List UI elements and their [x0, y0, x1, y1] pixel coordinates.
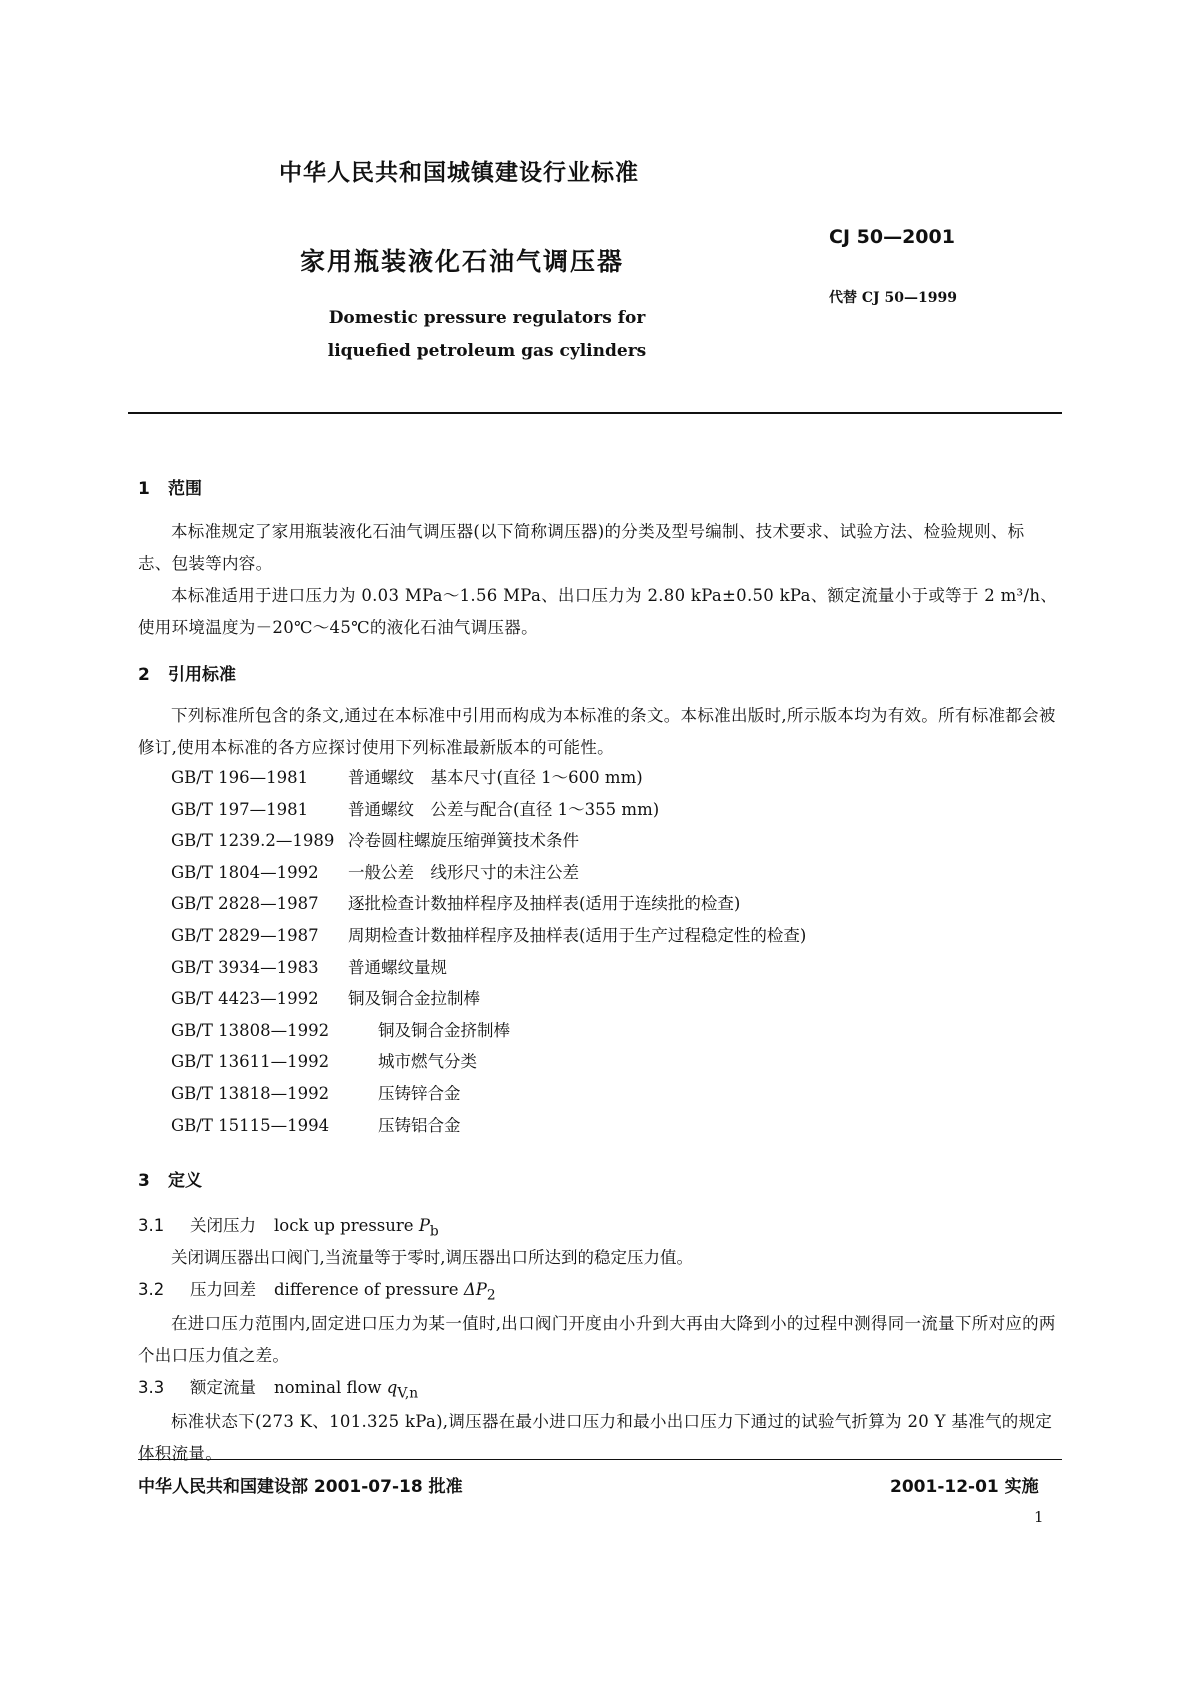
section-2-heading [138, 660, 236, 685]
reference-code: GB/T 3934—1983 [171, 957, 319, 977]
reference-title: 普通螺纹 公差与配合(直径 1～355 mm) [348, 799, 660, 819]
section-1-paragraph-1: 本标准规定了家用瓶装液化石油气调压器(以下简称调压器)的分类及型号编制、技术要求、试验方法、检验规则、标志、包装等内容。 [138, 522, 1025, 573]
page-number: 1 [1034, 1508, 1044, 1526]
section-3-title: 定义 [168, 1171, 202, 1191]
definition-3-3-heading [138, 1374, 418, 1401]
reference-title: 压铸锌合金 [378, 1083, 461, 1103]
section-1-paragraph-2: 本标准适用于进口压力为 0.03 MPa～1.56 MPa、出口压力为 2.80 kPa±0.50 kPa、额定流量小于或等于 2 m³/h、使用环境温度为－20℃～45℃的液化石油气调压器。 [138, 586, 1058, 637]
definition-symbol-subscript: b [429, 1223, 439, 1240]
footer-divider [138, 1459, 1062, 1460]
definition-number: 3.2 [138, 1280, 165, 1299]
reference-code: GB/T 197—1981 [171, 799, 309, 819]
definition-3-2-body: 在进口压力范围内,固定进口压力为某一值时,出口阀门开度由小升到大再由大降到小的过程中测得同一流量下所对应的两个出口压力值之差。 [138, 1314, 1056, 1365]
reference-code: GB/T 2828—1987 [171, 894, 319, 914]
section-2-paragraph-1: 下列标准所包含的条文,通过在本标准中引用而构成为本标准的条文。本标准出版时,所示版本均为有效。所有标准都会被修订,使用本标准的各方应探讨使用下列标准最新版本的可能性。 [138, 706, 1056, 757]
reference-item [171, 1078, 806, 1110]
reference-item [171, 920, 806, 952]
definition-3-1-body: 关闭调压器出口阀门,当流量等于零时,调压器出口所达到的稳定压力值。 [171, 1248, 693, 1267]
reference-title: 普通螺纹 基本尺寸(直径 1～600 mm) [348, 768, 643, 787]
reference-item [171, 1110, 806, 1142]
reference-list [171, 762, 806, 1141]
definition-symbol-subscript: V,n [397, 1385, 419, 1402]
definition-3-1-heading [138, 1212, 439, 1239]
document-title: 家用瓶装液化石油气调压器 [300, 247, 625, 276]
definition-symbol-subscript: 2 [486, 1287, 496, 1304]
reference-code: GB/T 2829—1987 [171, 925, 319, 945]
reference-code: GB/T 13611—1992 [171, 1052, 330, 1072]
section-2-number: 2 [138, 665, 150, 685]
replaces-standard: 代替 CJ 50—1999 [829, 290, 957, 306]
reference-code: GB/T 4423—1992 [171, 989, 319, 1009]
reference-item [171, 1015, 806, 1047]
reference-title: 普通螺纹量规 [348, 957, 447, 977]
definition-3-3-body: 标准状态下(273 K、101.325 kPa),调压器在最小进口压力和最小出口压力下通过的试验气折算为 20 Y 基准气的规定体积流量。 [138, 1412, 1053, 1463]
definition-term-cn: 额定流量 [190, 1378, 256, 1397]
reference-item [171, 1046, 806, 1078]
section-1-number: 1 [138, 479, 150, 499]
definition-symbol: ΔP [463, 1280, 487, 1299]
standard-code: CJ 50—2001 [829, 226, 955, 248]
reference-title: 城市燃气分类 [378, 1052, 477, 1072]
reference-code: GB/T 1804—1992 [171, 862, 319, 882]
document-title-english: Domestic pressure regulators for liquefied petroleum gas cylinders [327, 308, 647, 361]
header-divider [128, 412, 1062, 414]
reference-item [171, 825, 806, 857]
section-3-number: 3 [138, 1171, 150, 1191]
reference-item [171, 794, 806, 826]
definition-term-en: difference of pressure [274, 1280, 459, 1299]
definition-term-en: nominal flow [274, 1378, 382, 1397]
reference-title: 铜及铜合金拉制棒 [348, 989, 480, 1009]
definition-term-en: lock up pressure [274, 1216, 414, 1235]
reference-title: 冷卷圆柱螺旋压缩弹簧技术条件 [348, 831, 579, 851]
reference-item [171, 888, 806, 920]
reference-title: 铜及铜合金挤制棒 [378, 1020, 510, 1040]
reference-title: 一般公差 线形尺寸的未注公差 [348, 862, 579, 882]
reference-title: 逐批检查计数抽样程序及抽样表(适用于连续批的检查) [348, 894, 741, 914]
approval-date: 中华人民共和国建设部 2001-07-18 批准 [138, 1477, 463, 1497]
definition-term-cn: 关闭压力 [190, 1216, 256, 1235]
reference-item [171, 762, 806, 794]
implementation-date: 2001-12-01 实施 [890, 1477, 1039, 1497]
definition-number: 3.1 [138, 1216, 165, 1235]
definition-term-cn: 压力回差 [190, 1280, 256, 1299]
reference-item [171, 952, 806, 984]
reference-code: GB/T 13818—1992 [171, 1083, 330, 1103]
reference-code: GB/T 13808—1992 [171, 1020, 330, 1040]
definition-number: 3.3 [138, 1378, 165, 1397]
reference-title: 周期检查计数抽样程序及抽样表(适用于生产过程稳定性的检查) [348, 925, 807, 945]
reference-title: 压铸铝合金 [378, 1115, 461, 1135]
section-1-heading [138, 474, 202, 499]
section-1-title: 范围 [168, 479, 202, 499]
reference-code: GB/T 15115—1994 [171, 1115, 330, 1135]
reference-item [171, 983, 806, 1015]
standard-organization-title: 中华人民共和国城镇建设行业标准 [279, 160, 639, 186]
reference-code: GB/T 196—1981 [171, 768, 309, 787]
definition-symbol: P [418, 1216, 430, 1235]
definition-symbol: q [386, 1378, 398, 1397]
definition-3-2-heading [138, 1276, 496, 1303]
section-3-heading [138, 1166, 202, 1191]
reference-code: GB/T 1239.2—1989 [171, 831, 335, 851]
reference-item [171, 857, 806, 889]
section-2-title: 引用标准 [168, 665, 236, 685]
